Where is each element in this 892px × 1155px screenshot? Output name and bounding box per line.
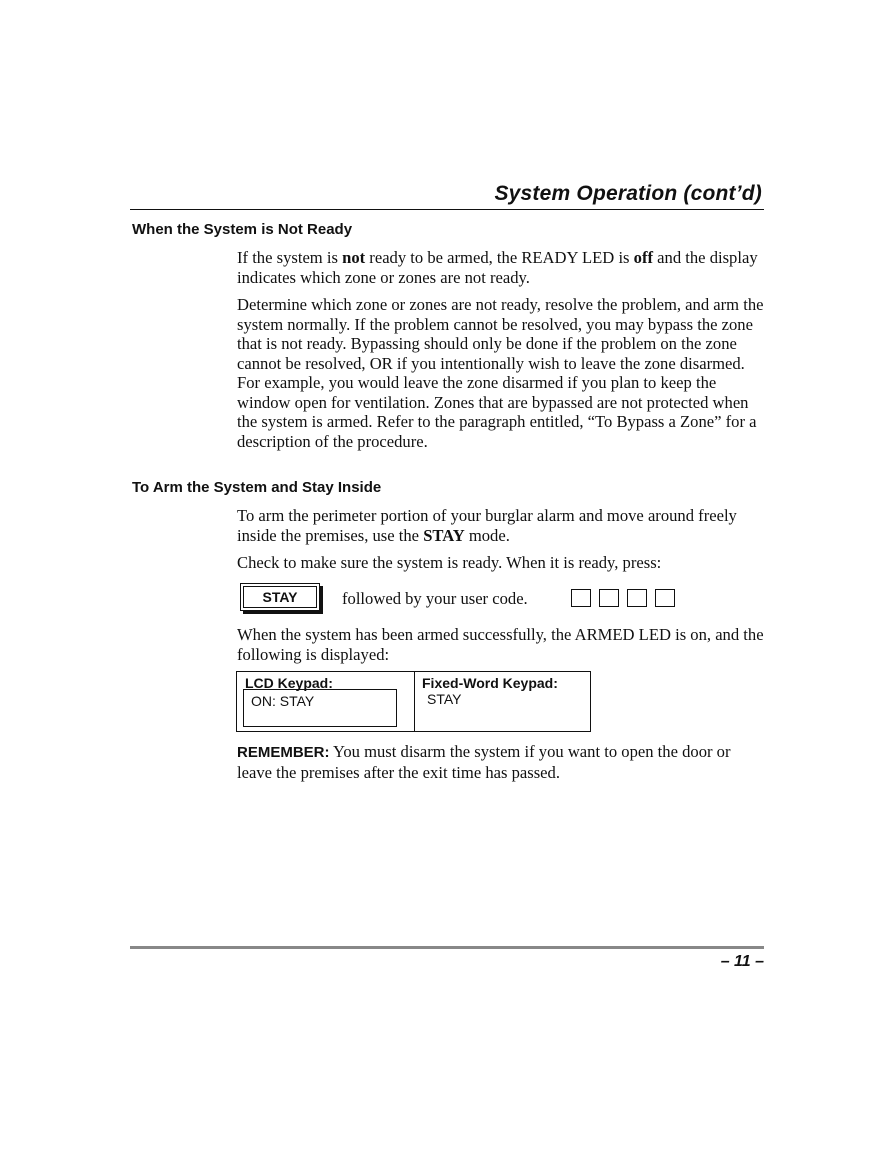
text-run: ready to be armed, the READY LED is [365, 248, 634, 267]
header-rule [130, 209, 764, 210]
armed-paragraph: When the system has been armed successfully, the ARMED LED is on, and the following is displayed: [237, 625, 764, 664]
display-table [236, 671, 591, 732]
stay-key-label: STAY [262, 589, 298, 605]
user-code-digit-box [571, 589, 591, 607]
text-run: and the display indicates which zone or zones are not ready. [237, 248, 758, 287]
section-heading-arm-stay: To Arm the System and Stay Inside [132, 479, 382, 496]
page-title: System Operation (cont’d) [494, 182, 762, 205]
user-code-digit-box [655, 589, 675, 607]
remember-note [237, 742, 767, 782]
fixed-word-keypad-header: Fixed-Word Keypad: [422, 675, 558, 691]
not-ready-paragraph-2: Determine which zone or zones are not ready, resolve the problem, and arm the system normally. If the problem cannot be resolved, you may bypass the zone that is not ready. Bypassing should only be done if the problem on the zone cannot be resolved, OR if you intentionally wish to leave the zone disarmed. For example, you would leave the zone disarmed if you plan to keep the window open for ventilation. Zones that are bypassed are not protected when the system is armed. Refer to the paragraph entitled, “To Bypass a Zone” for a description of the procedure. [237, 295, 764, 451]
table-divider [414, 672, 415, 731]
arm-stay-paragraph-1 [237, 506, 767, 545]
user-code-digit-box [599, 589, 619, 607]
remember-text: You must disarm the system if you want to open the door or leave the premises after the exit time has passed. [237, 742, 731, 782]
fixed-word-display-text: STAY [427, 691, 462, 707]
text-run: To arm the perimeter portion of your burglar alarm and move around freely inside the premises, use the [237, 506, 737, 545]
arm-stay-paragraph-2: Check to make sure the system is ready. When it is ready, press: [237, 553, 662, 572]
emphasis-stay: STAY [423, 525, 465, 545]
not-ready-paragraph-1 [237, 248, 767, 287]
footer-rule [130, 946, 764, 949]
stay-key-button[interactable] [240, 583, 320, 611]
remember-label: REMEMBER: [237, 744, 330, 761]
lcd-screen [243, 689, 397, 727]
lcd-keypad-header: LCD Keypad: [245, 675, 333, 691]
followed-by-user-code-text: followed by your user code. [342, 589, 528, 608]
lcd-screen-text: ON: STAY [251, 693, 315, 709]
section-heading-not-ready: When the System is Not Ready [132, 221, 353, 238]
emphasis-off: off [633, 248, 654, 267]
page-number: – 11 – [720, 953, 764, 970]
text-run: If the system is [237, 248, 343, 267]
emphasis-not: not [342, 248, 366, 267]
text-run: mode. [464, 525, 510, 545]
user-code-digit-box [627, 589, 647, 607]
